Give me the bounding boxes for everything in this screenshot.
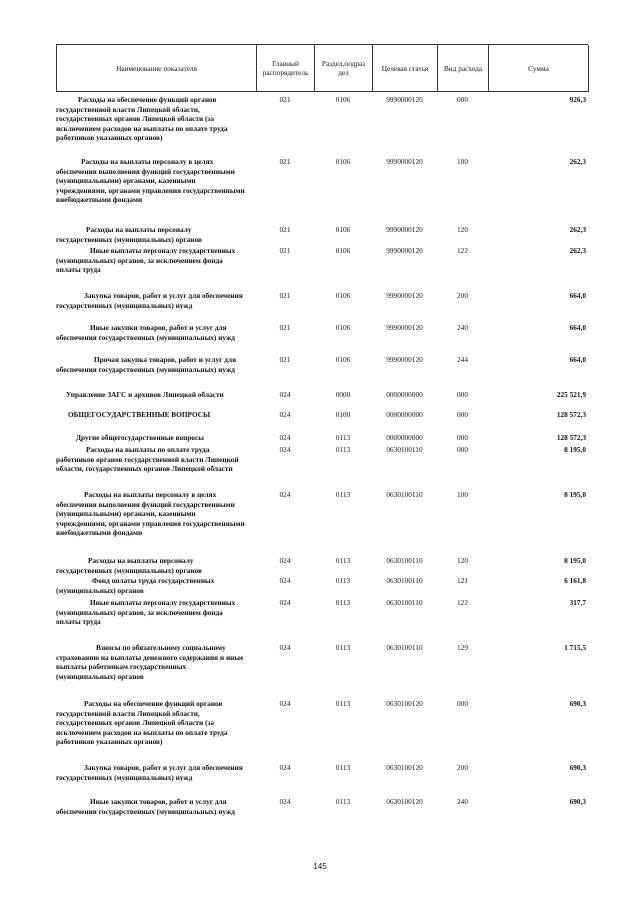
row-cs: 0630100110 — [386, 556, 423, 565]
row-vr: 129 — [457, 643, 468, 652]
header-rz: Раздел,подраз дел — [315, 45, 373, 92]
row-cs: 0630100120 — [386, 763, 423, 772]
row-vr: 200 — [457, 291, 468, 300]
row-sum: 690,3 — [569, 797, 586, 806]
row-name: Закупка товаров, работ и услуг для обеспечения государственных (муниципальных) нужд — [56, 763, 243, 782]
row-rz: 0113 — [335, 797, 351, 806]
header-sum: Сумма — [489, 45, 589, 92]
row-name: Расходы на выплаты персоналу в целях обеспечения выполнения функций государственными (муниципальными) органами, казенными учреждениями, органами управления государственными внебюджетными фондами — [56, 490, 245, 538]
row-vr: 240 — [457, 797, 468, 806]
row-cs: 0630100110 — [386, 576, 423, 585]
row-rz: 0113 — [335, 490, 351, 499]
row-vr: 000 — [457, 410, 468, 419]
row-grbs: 024 — [279, 433, 291, 442]
row-grbs: 021 — [279, 323, 291, 332]
row-sum: 317,7 — [569, 598, 586, 607]
row-name: Расходы на выплаты персоналу государственных (муниципальных) органов — [56, 225, 202, 244]
row-cs: 9990000120 — [386, 355, 423, 364]
row-cs: 0630100110 — [386, 445, 423, 454]
row-name: Иные выплаты персоналу государственных (муниципальных) органов, за исключением фонда оплаты труда — [56, 598, 236, 627]
row-sum: 8 195,0 — [564, 445, 586, 454]
row-sum: 8 195,0 — [564, 556, 586, 565]
row-vr: 244 — [457, 355, 468, 364]
row-sum: 128 572,3 — [556, 433, 586, 442]
row-rz: 0106 — [335, 323, 351, 332]
row-grbs: 021 — [279, 157, 291, 166]
row-grbs: 024 — [279, 490, 291, 499]
row-grbs: 024 — [279, 410, 291, 419]
row-rz: 0113 — [335, 576, 351, 585]
row-vr: 120 — [457, 225, 468, 234]
row-name: Расходы на выплаты по оплате труда работников органов государственной власти Липецкой области, государственных органов Липецкой области — [56, 445, 239, 474]
row-vr: 000 — [457, 699, 468, 708]
row-rz: 0106 — [335, 246, 351, 255]
row-grbs: 021 — [279, 246, 291, 255]
row-rz: 0113 — [335, 445, 351, 454]
row-grbs: 024 — [279, 598, 291, 607]
row-name: ОБЩЕГОСУДАРСТВЕННЫЕ ВОПРОСЫ — [68, 410, 211, 419]
row-vr: 121 — [457, 576, 468, 585]
row-vr: 122 — [457, 246, 468, 255]
header-vr: Вид расхода — [438, 45, 489, 92]
row-cs: 9990000120 — [386, 246, 423, 255]
row-cs: 0000000000 — [386, 410, 423, 419]
row-cs: 0000000000 — [386, 390, 423, 399]
row-sum: 225 521,9 — [556, 390, 586, 399]
row-sum: 8 195,0 — [564, 490, 586, 499]
row-vr: 000 — [457, 95, 468, 104]
row-name: Расходы на выплаты персоналу государственных (муниципальных) органов — [56, 556, 202, 575]
row-vr: 000 — [457, 445, 468, 454]
row-cs: 9990000120 — [386, 323, 423, 332]
row-name: Расходы на выплаты персоналу в целях обеспечения выполнения функций государственными (муниципальными) органами, казенными учреждениями, органами управления государственными внебюджетными фондами — [56, 157, 245, 205]
row-cs: 9990000120 — [386, 225, 423, 234]
row-sum: 262,3 — [569, 225, 586, 234]
row-vr: 122 — [457, 598, 468, 607]
row-cs: 0000000000 — [386, 433, 423, 442]
row-sum: 262,3 — [569, 157, 586, 166]
row-grbs: 024 — [279, 556, 291, 565]
row-rz: 0106 — [335, 95, 351, 104]
row-cs: 9990000120 — [386, 95, 423, 104]
header-grbs: Главный распорядитель — [257, 45, 315, 92]
row-cs: 0630100110 — [386, 643, 423, 652]
row-name: Иные закупки товаров, работ и услуг для обеспечения государственных (муниципальных) нужд — [56, 797, 235, 816]
row-sum: 690,3 — [569, 699, 586, 708]
row-cs: 0630100110 — [386, 598, 423, 607]
row-vr: 000 — [457, 390, 468, 399]
row-sum: 6 161,8 — [564, 576, 586, 585]
row-sum: 664,0 — [569, 323, 586, 332]
row-cs: 9990000120 — [386, 291, 423, 300]
row-sum: 1 715,5 — [564, 643, 586, 652]
row-rz: 0106 — [335, 291, 351, 300]
row-rz: 0000 — [335, 390, 351, 399]
row-rz: 0113 — [335, 763, 351, 772]
row-rz: 0113 — [335, 643, 351, 652]
row-vr: 120 — [457, 556, 468, 565]
row-rz: 0100 — [335, 410, 351, 419]
row-name: Взносы по обязательному социальному страхованию на выплаты денежного содержания и иные выплаты работникам государственных (муниципальных) органов — [56, 643, 244, 681]
row-name: Расходы на обеспечение функций органов государственной власти Липецкой области, государственных органов Липецкой области (за исключением расходов на выплаты по оплате труда работников указанных органов) — [56, 699, 228, 747]
row-name: Закупка товаров, работ и услуг для обеспечения государственных (муниципальных) нужд — [56, 291, 243, 310]
row-grbs: 021 — [279, 225, 291, 234]
row-name: Другие общегосударственные вопросы — [76, 433, 204, 442]
row-cs: 9990000120 — [386, 157, 423, 166]
row-grbs: 021 — [279, 355, 291, 364]
row-vr: 200 — [457, 763, 468, 772]
row-grbs: 024 — [279, 763, 291, 772]
row-vr: 100 — [457, 490, 468, 499]
row-cs: 0630100120 — [386, 699, 423, 708]
row-grbs: 024 — [279, 699, 291, 708]
row-sum: 926,3 — [569, 95, 586, 104]
row-name: Расходы на обеспечение функций органов государственной власти Липецкой области, государственных органов Липецкой области (за исключением расходов на выплаты по оплате труда работников указанных органов) — [56, 95, 228, 143]
row-name: Фонд оплаты труда государственных (муниципальных) органов — [56, 576, 215, 595]
page-number: 145 — [313, 862, 327, 871]
row-rz: 0113 — [335, 598, 351, 607]
header-cs: Целевая статья — [373, 45, 438, 92]
row-vr: 100 — [457, 157, 468, 166]
row-rz: 0113 — [335, 699, 351, 708]
row-vr: 000 — [457, 433, 468, 442]
row-rz: 0113 — [335, 433, 351, 442]
row-grbs: 024 — [279, 797, 291, 806]
row-cs: 0630100110 — [386, 490, 423, 499]
row-cs: 0630100120 — [386, 797, 423, 806]
row-sum: 128 572,3 — [556, 410, 586, 419]
row-rz: 0106 — [335, 225, 351, 234]
row-grbs: 021 — [279, 95, 291, 104]
row-rz: 0106 — [335, 355, 351, 364]
row-name: Управление ЗАГС и архивов Липецкой области — [66, 390, 224, 399]
row-grbs: 024 — [279, 643, 291, 652]
row-sum: 262,3 — [569, 246, 586, 255]
row-name: Иные закупки товаров, работ и услуг для обеспечения государственных (муниципальных) нужд — [56, 323, 235, 342]
row-name: Прочая закупка товаров, работ и услуг для обеспечения государственных (муниципальных) нужд — [56, 355, 237, 374]
row-sum: 664,0 — [569, 355, 586, 364]
row-grbs: 024 — [279, 390, 291, 399]
row-rz: 0113 — [335, 556, 351, 565]
row-grbs: 024 — [279, 576, 291, 585]
header-name: Наименование показателя — [57, 45, 257, 92]
row-vr: 240 — [457, 323, 468, 332]
row-sum: 664,0 — [569, 291, 586, 300]
row-name: Иные выплаты персоналу государственных (муниципальных) органов, за исключением фонда оплаты труда — [56, 246, 236, 275]
row-rz: 0106 — [335, 157, 351, 166]
row-grbs: 021 — [279, 291, 291, 300]
row-sum: 690,3 — [569, 763, 586, 772]
row-grbs: 024 — [279, 445, 291, 454]
